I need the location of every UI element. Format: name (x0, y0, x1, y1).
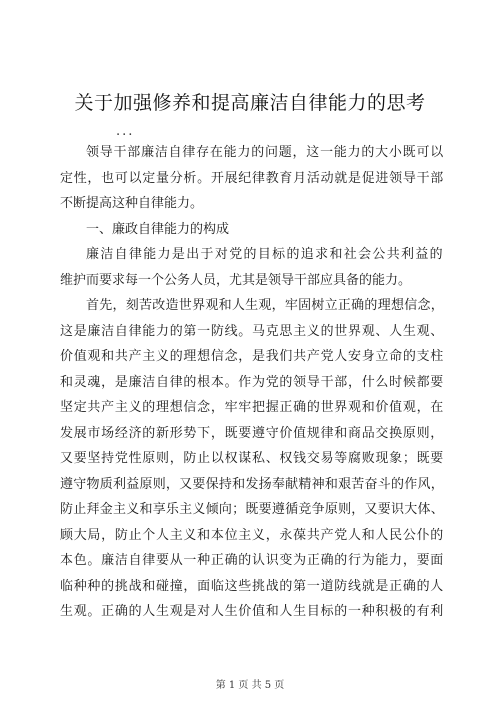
text-line (60, 421, 444, 447)
text-line-content: 临种种的挑战和碰撞，面临这些挑战的第一道防线就是正确的人 (60, 578, 444, 594)
text-line-content: 生观。正确的人生观是对人生价值和人生目标的一种积极的有利 (60, 604, 444, 619)
text-line-content: 价值观和共产主义的理想信念，是我们共产党人安身立命的支柱 (60, 349, 444, 364)
text-line (60, 268, 444, 294)
text-line (60, 574, 444, 600)
text-line (60, 293, 444, 319)
text-line (60, 523, 444, 549)
text-line (60, 140, 444, 166)
text-line (60, 548, 444, 574)
text-line (60, 166, 444, 192)
text-line-content: 坚定共产主义的理想信念，牢牢把握正确的世界观和价值观，在 (60, 400, 444, 415)
text-line (60, 217, 444, 243)
text-line-content: 遵守物质利益原则，又要保持和发扬奉献精神和艰苦奋斗的作风， (60, 476, 444, 492)
text-line (60, 472, 444, 498)
text-line-content: 防止拜金主义和享乐主义倾向；既要遵循竞争原则，又要识大体、 (60, 502, 444, 517)
document-title: 关于加强修养和提高廉洁自律能力的思考 (74, 92, 426, 114)
text-line (60, 344, 444, 370)
text-line (60, 242, 444, 268)
text-line-content: 定性，也可以定量分析。开展纪律教育月活动就是促进领导干部 (60, 170, 444, 186)
text-line-content: 顾大局，防止个人主义和本位主义，永葆共产党人和人民公仆的 (60, 527, 444, 543)
text-line-content: 首先，刻苦改造世界观和人生观，牢固树立正确的理想信念， (86, 298, 444, 313)
text-line-content: 不断提高这种自律能力。 (60, 196, 204, 211)
text-line-content: 本色。廉洁自律要从一种正确的认识变为正确的行为能力，要面 (60, 553, 444, 568)
text-line-content: 发展市场经济的新形势下，既要遵守价值规律和商品交换原则， (60, 425, 444, 441)
text-line (60, 599, 444, 625)
document-body (60, 140, 444, 625)
text-line-content: 一、廉政自律能力的构成 (86, 221, 230, 237)
text-line (60, 446, 444, 472)
text-line-content: 领导干部廉洁自律存在能力的问题，这一能力的大小既可以 (86, 145, 444, 160)
text-line (60, 497, 444, 523)
text-line (60, 319, 444, 345)
text-line-content: 维护而要求每一个公务人员，尤其是领导干部应具备的能力。 (60, 272, 412, 288)
text-line-content: 廉洁自律能力是出于对党的目标的追求和社会公共利益的 (86, 247, 444, 262)
text-line (60, 191, 444, 217)
text-line (60, 370, 444, 396)
text-line-content: 和灵魂，是廉洁自律的根本。作为党的领导干部，什么时候都要 (60, 374, 444, 390)
text-line (60, 395, 444, 421)
text-line-content: 又要坚持党性原则，防止以权谋私、权钱交易等腐败现象；既要 (60, 451, 444, 466)
text-line-content: 这是廉洁自律能力的第一防线。马克思主义的世界观、人生观、 (60, 323, 444, 339)
ellipsis-marker: ... (116, 124, 135, 139)
page-footer: 第 1 页 共 5 页 (215, 680, 285, 691)
